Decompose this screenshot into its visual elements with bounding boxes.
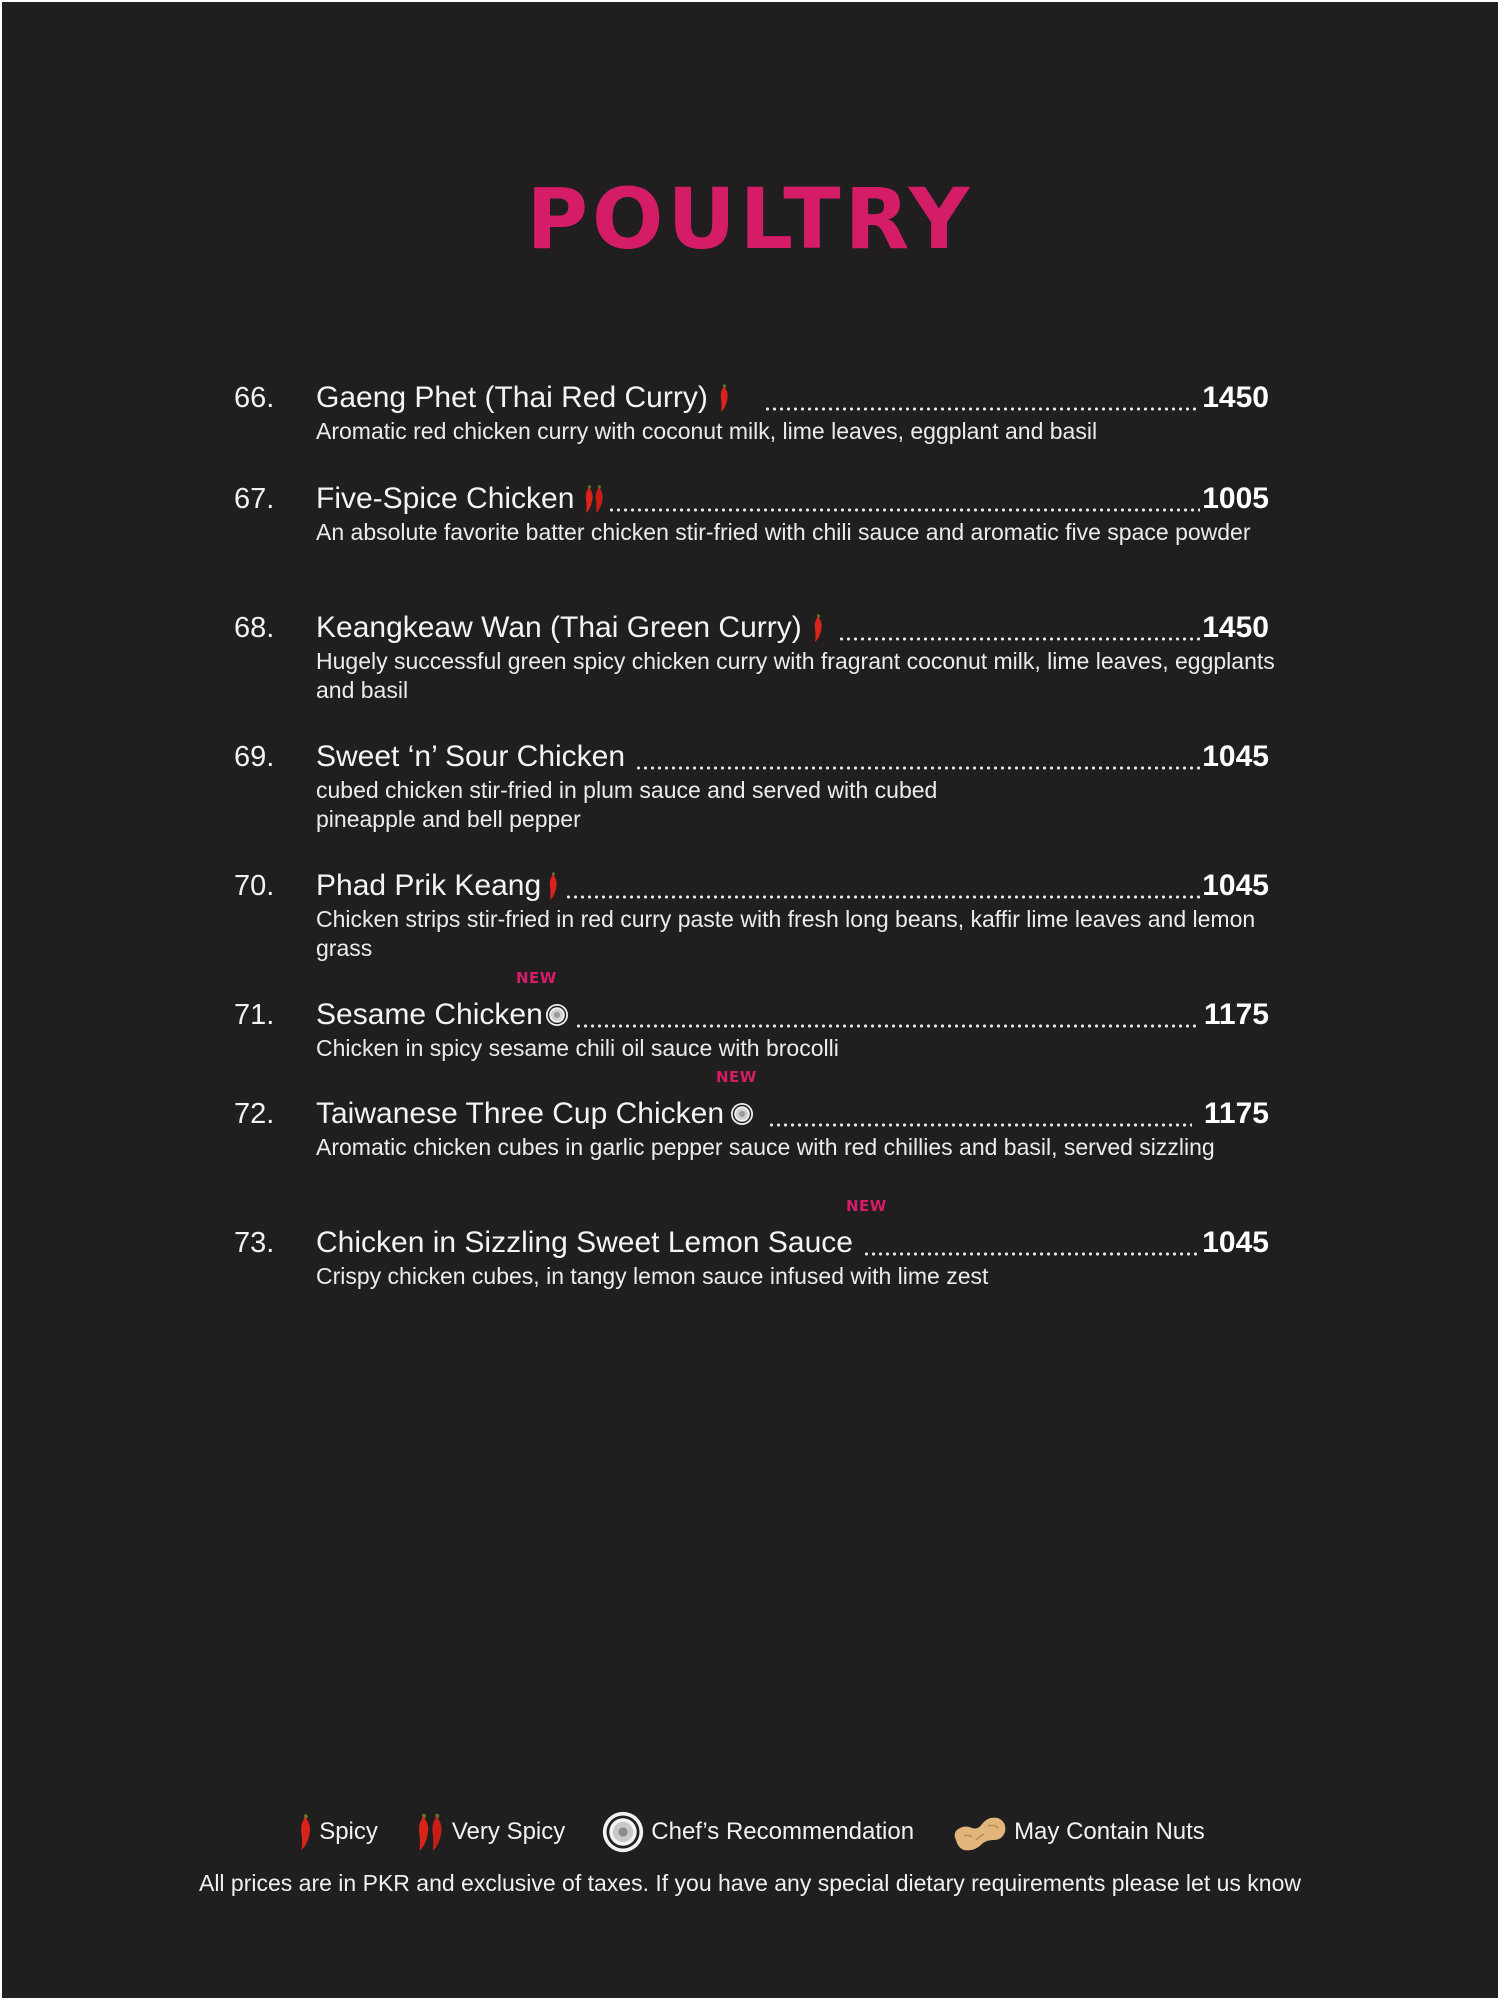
item-description: An absolute favorite batter chicken stir-fried with chili sauce and aromatic five space powder (316, 519, 1251, 545)
legend-spicy (295, 1812, 378, 1852)
item-name: Sesame Chicken (316, 998, 543, 1031)
item-name: Taiwanese Three Cup Chicken (316, 1097, 725, 1130)
item-number: 69. (234, 741, 275, 773)
item-price: 1045 (1202, 740, 1269, 773)
item-price: 1175 (1203, 1097, 1269, 1130)
legend-label: May Contain Nuts (1014, 1818, 1205, 1845)
legend-label: Very Spicy (451, 1818, 566, 1845)
leader-dots (565, 868, 1200, 904)
item-number: 73. (234, 1227, 275, 1259)
double-chili-icon (414, 1812, 446, 1852)
peanut-icon (950, 1810, 1008, 1854)
item-price: 1045 (1202, 869, 1269, 902)
item-description: Chicken strips stir-fried in red curry paste with fresh long beans, kaffir lime leaves and lemon grass (316, 906, 1256, 961)
price-footnote: All prices are in PKR and exclusive of taxes. If you have any special dietary requirements please let us know (198, 1870, 1301, 1896)
legend-label: Chef’s Recommendation (651, 1818, 915, 1845)
item-number: 70. (234, 870, 275, 902)
chef-recommendation-icon (730, 1102, 754, 1126)
leader-dots (768, 1096, 1192, 1132)
item-name: Chicken in Sizzling Sweet Lemon Sauce (316, 1226, 853, 1259)
item-header (316, 610, 1269, 646)
item-price: 1450 (1202, 381, 1269, 414)
legend-nuts (950, 1810, 1205, 1854)
leader-dots (764, 380, 1200, 416)
new-badge: NEW (516, 969, 557, 987)
page-title: POULTRY (526, 170, 974, 268)
leader-dots (838, 610, 1201, 646)
legend-chef (601, 1810, 914, 1854)
item-name: Sweet ‘n’ Sour Chicken (316, 740, 626, 773)
new-badge: NEW (846, 1197, 887, 1215)
chili-icon (810, 613, 824, 643)
item-number: 67. (234, 483, 275, 515)
item-description: Aromatic chicken cubes in garlic pepper sauce with red chillies and basil, served sizzling (316, 1134, 1215, 1160)
item-description: Crispy chicken cubes, in tangy lemon sauce infused with lime zest (316, 1263, 989, 1289)
item-price: 1450 (1202, 611, 1269, 644)
chili-icon (295, 1812, 313, 1852)
legend-label: Spicy (319, 1818, 378, 1845)
chef-recommendation-icon (545, 1003, 569, 1027)
item-header (316, 868, 1269, 904)
menu-page (2, 2, 1498, 1998)
leader-dots (863, 1225, 1200, 1261)
leader-dots (575, 997, 1196, 1033)
item-header (316, 481, 1269, 517)
legend-very-spicy (414, 1812, 565, 1852)
item-name: Keangkeaw Wan (Thai Green Curry) (316, 611, 802, 644)
item-number: 66. (234, 382, 275, 414)
item-name: Five-Spice Chicken (316, 482, 575, 515)
chef-recommendation-icon (601, 1810, 645, 1854)
chili-icon (545, 871, 559, 901)
item-price: 1005 (1202, 482, 1269, 515)
item-description: Chicken in spicy sesame chili oil sauce with brocolli (316, 1035, 839, 1061)
double-chili-icon (582, 484, 606, 514)
item-number: 71. (234, 999, 275, 1031)
item-name: Phad Prik Keang (316, 869, 542, 902)
item-number: 68. (234, 612, 275, 644)
new-badge: NEW (716, 1068, 757, 1086)
item-description: Aromatic red chicken curry with coconut milk, lime leaves, eggplant and basil (316, 418, 1098, 444)
item-price: 1045 (1202, 1226, 1269, 1259)
leader-dots (635, 739, 1200, 775)
item-number: 72. (234, 1098, 275, 1130)
item-header (316, 1096, 1269, 1132)
leader-dots (608, 481, 1200, 517)
item-description: cubed chicken stir-fried in plum sauce and served with cubed pineapple and bell pepper (316, 777, 938, 832)
item-header (316, 997, 1269, 1033)
item-header (316, 739, 1269, 775)
item-name: Gaeng Phet (Thai Red Curry) (316, 381, 708, 414)
item-description: Hugely successful green spicy chicken curry with fragrant coconut milk, lime leaves, eggplants and basil (316, 648, 1275, 703)
item-header (316, 380, 1269, 416)
legend (2, 1810, 1498, 1854)
item-price: 1175 (1203, 998, 1269, 1031)
chili-icon (716, 383, 730, 413)
item-header (316, 1225, 1269, 1261)
